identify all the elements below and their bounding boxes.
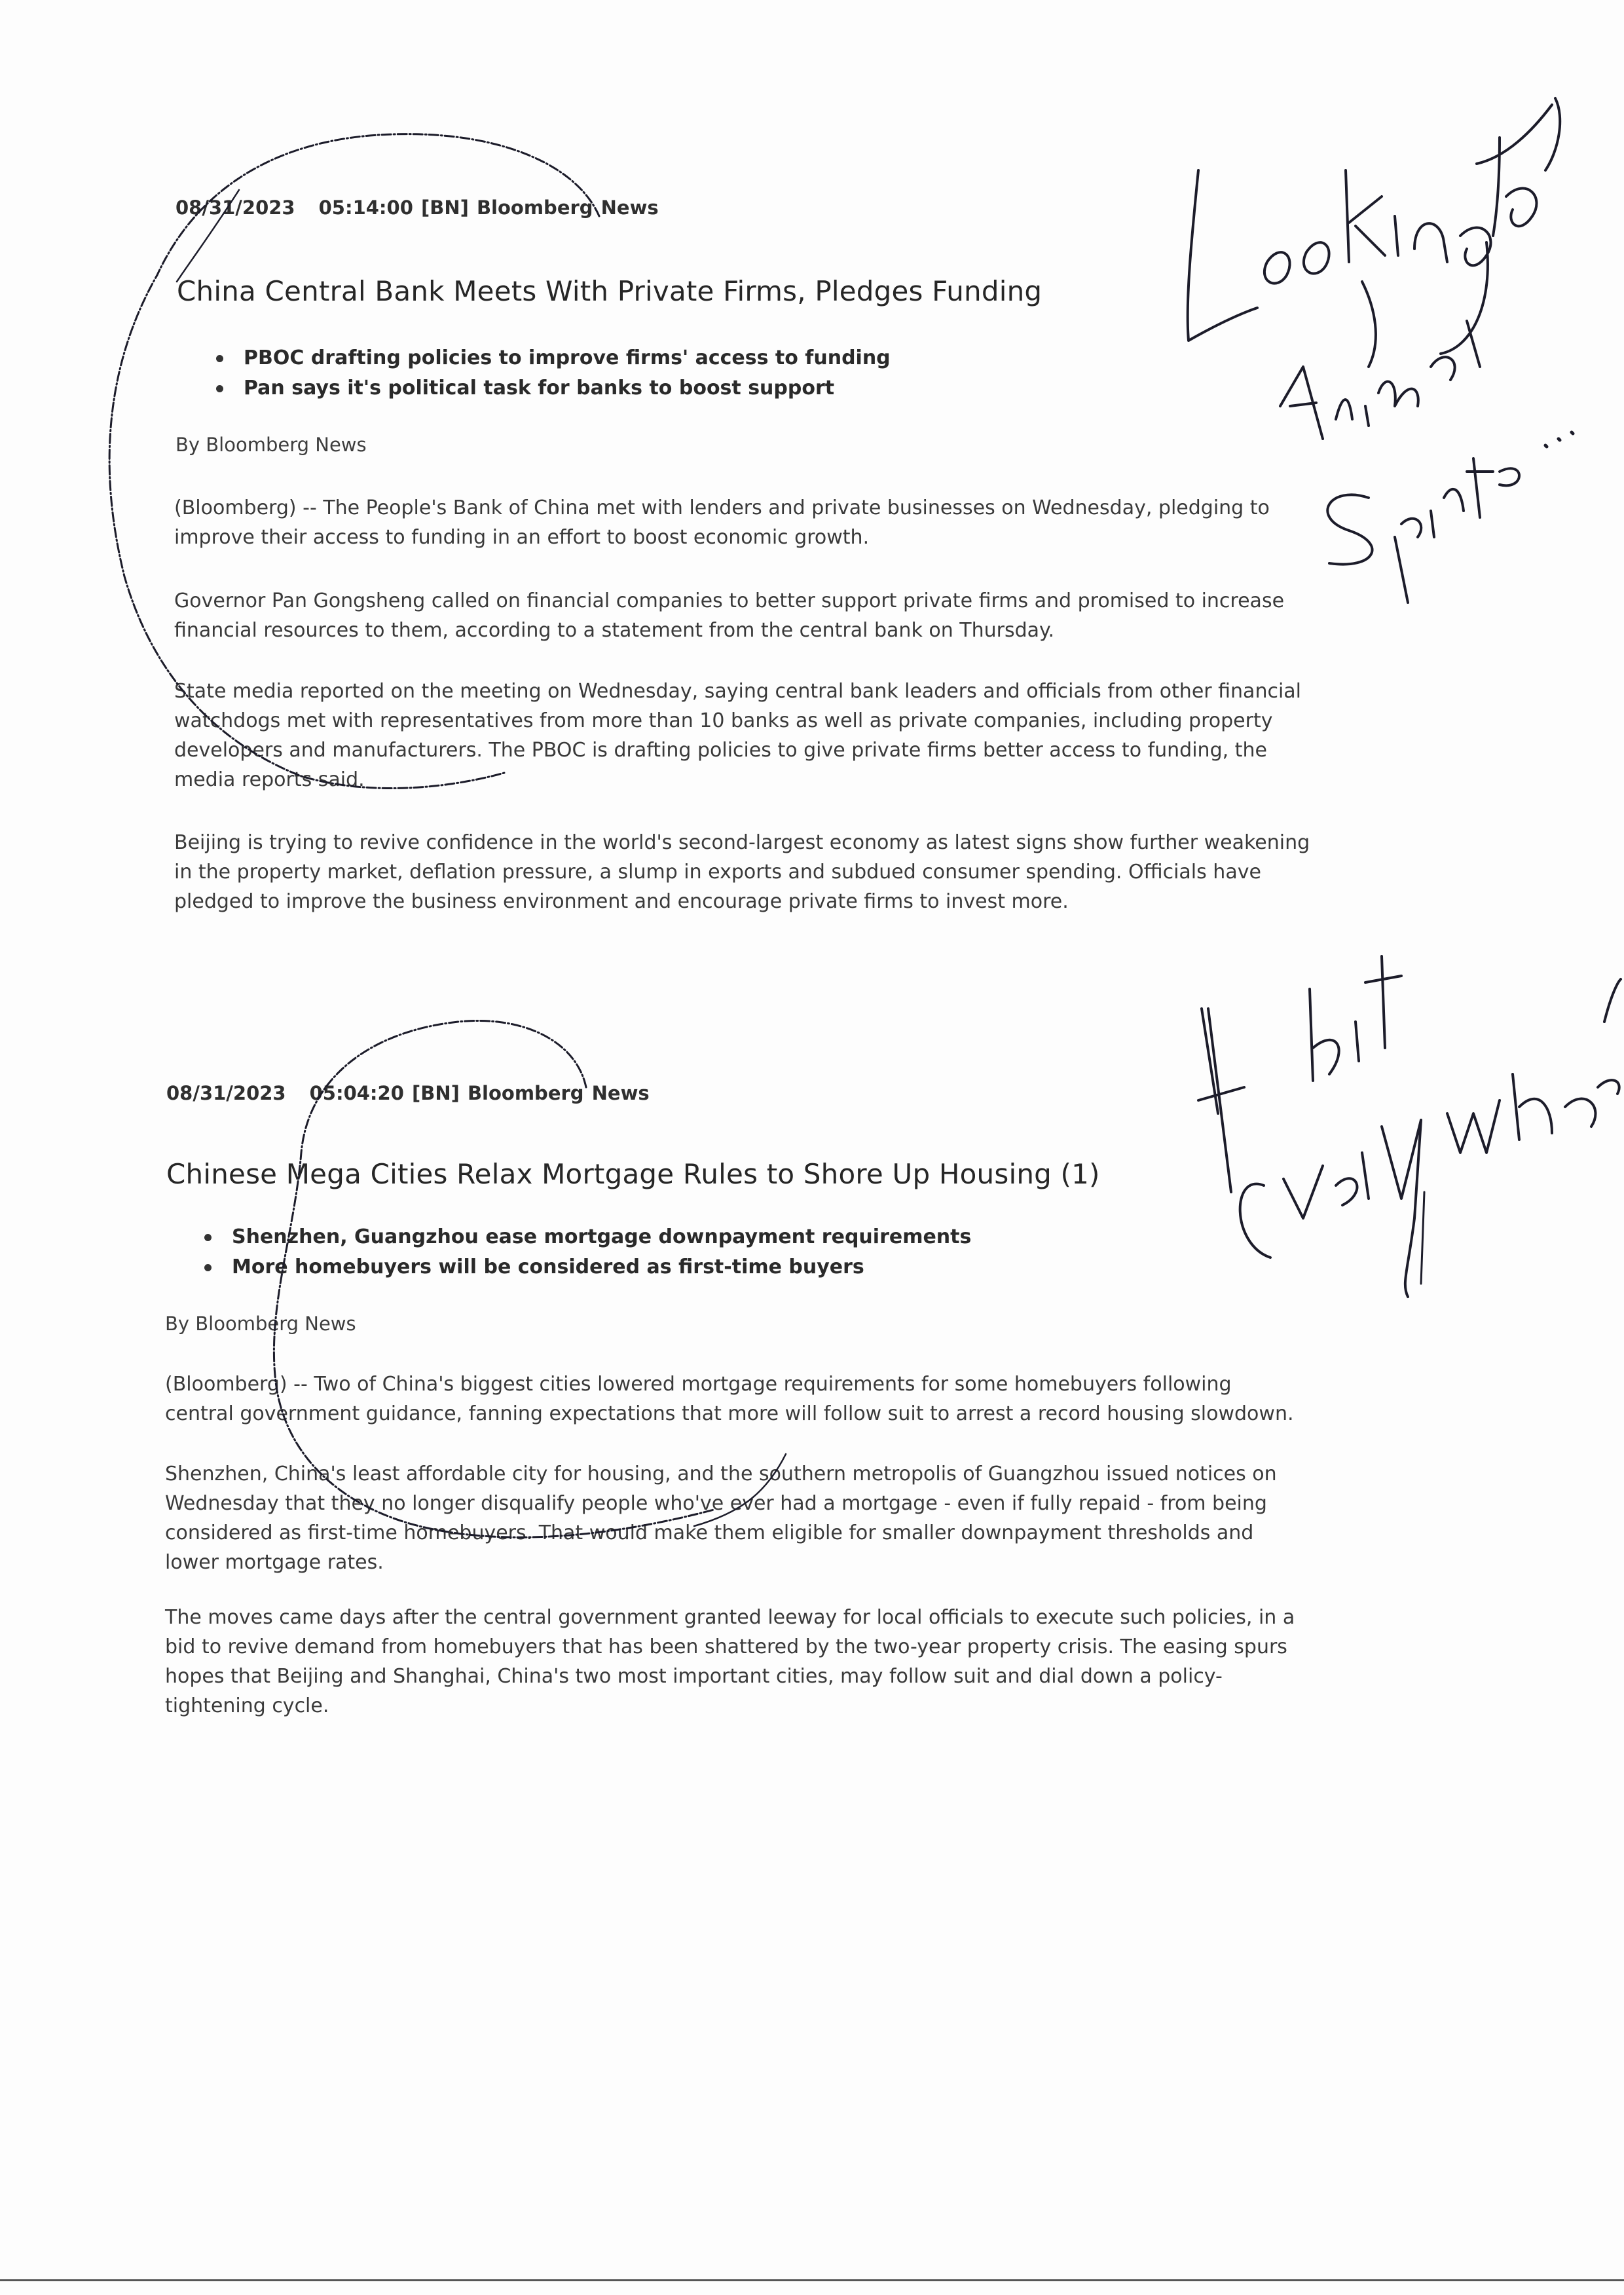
handwriting-dots	[1545, 432, 1573, 447]
article-1-dateline	[175, 196, 659, 219]
handwriting-stroke	[1240, 1120, 1421, 1297]
article-2-dateline	[166, 1082, 650, 1104]
article-1-bullet-list	[216, 343, 891, 403]
handwriting-stroke	[1506, 98, 1560, 226]
handwriting-stroke	[1264, 252, 1290, 283]
article-1-byline: By Bloomberg News	[175, 434, 367, 456]
page-bottom-rule	[0, 2279, 1624, 2281]
handwriting-stroke	[1336, 382, 1418, 426]
handwriting-stroke	[1362, 282, 1480, 380]
article-2-headline: Chinese Mega Cities Relax Mortgage Rules to Shore Up Housing (1)	[166, 1158, 1100, 1190]
article-1-time: 05:14:00 [BN] Bloomberg News	[318, 196, 659, 219]
article-2-time: 05:04:20 [BN] Bloomberg News	[309, 1082, 650, 1104]
article-2-paragraph: Shenzhen, China's least affordable city for housing, and the southern metropolis of Guangzhou issued notices on Wednesday that they no longer disqualify people who've ever had a mortgage - even if fully repaid - from being considered as first-time homebuyers. That would make them eligible for smaller downpayment thresholds and lower mortgage rates.	[165, 1463, 1277, 1574]
handwriting-stroke	[1431, 458, 1519, 537]
handwriting-stroke	[1477, 105, 1552, 236]
article-1-paragraph: Beijing is trying to revive confidence in the world's second-largest economy as latest signs show further weakening in the property market, deflation pressure, a slump in exports and subdued consumer spending. Officials have pledged to improve the business environment and encourage private firms to invest more.	[174, 831, 1310, 913]
handwriting-stroke	[1188, 170, 1257, 341]
handwriting-stroke	[1346, 170, 1385, 262]
handwriting-stroke	[1304, 242, 1329, 273]
article-2-date: 08/31/2023	[166, 1082, 286, 1104]
article-1-paragraph: Governor Pan Gongsheng called on financial companies to better support private firms and promised to increase financial resources to them, according to a statement from the central bank on Thursday.	[174, 589, 1285, 642]
article-2-byline: By Bloomberg News	[165, 1313, 356, 1335]
article-1-date: 08/31/2023	[175, 196, 295, 219]
article-1-paragraph: State media reported on the meeting on Wednesday, saying central bank leaders and officials from other financial watchdogs met with representatives from more than 10 banks as well as private companies, including property developers and manufacturers. The PBOC is drafting policies to give private firms better access to funding, the media reports said.	[174, 680, 1302, 791]
handwriting-stroke	[1198, 1009, 1244, 1192]
article-2-bullet-list	[204, 1222, 971, 1282]
article-2-bullet: More homebuyers will be considered as first-time buyers	[204, 1252, 971, 1282]
handwriting-stroke	[1327, 494, 1421, 603]
article-1-paragraph: (Bloomberg) -- The People's Bank of China met with lenders and private businesses on Wednesday, pledging to improve their access to funding in an effort to boost economic growth.	[174, 496, 1270, 549]
article-1-bullet: Pan says it's political task for banks to boost support	[216, 373, 891, 403]
handwriting-stroke	[1280, 367, 1323, 439]
article-2-paragraph: The moves came days after the central government granted leeway for local officials to execute such policies, in a bid to revive demand from homebuyers that has been shattered by the two-year property crisis. The easing spurs hopes that Beijing and Shanghai, China's two most important cities, may follow suit and dial down a policy- tightening cycle.	[165, 1606, 1295, 1717]
article-2-bullet: Shenzhen, Guangzhou ease mortgage downpayment requirements	[204, 1222, 971, 1252]
article-1-headline: China Central Bank Meets With Private Firms, Pledges Funding	[177, 275, 1043, 307]
handwriting-stroke	[1310, 956, 1401, 1081]
article-1-bullet: PBOC drafting policies to improve firms' access to funding	[216, 343, 891, 373]
handwriting-stroke	[1395, 216, 1447, 262]
handwriting-stroke	[1421, 1192, 1424, 1284]
article-2-paragraph: (Bloomberg) -- Two of China's biggest cities lowered mortgage requirements for some homebuyers following central government guidance, fanning expectations that more will follow suit to arrest a record housing slowdown.	[165, 1373, 1294, 1425]
handwriting-stroke	[1441, 228, 1490, 354]
handwriting-stroke	[1447, 979, 1621, 1153]
